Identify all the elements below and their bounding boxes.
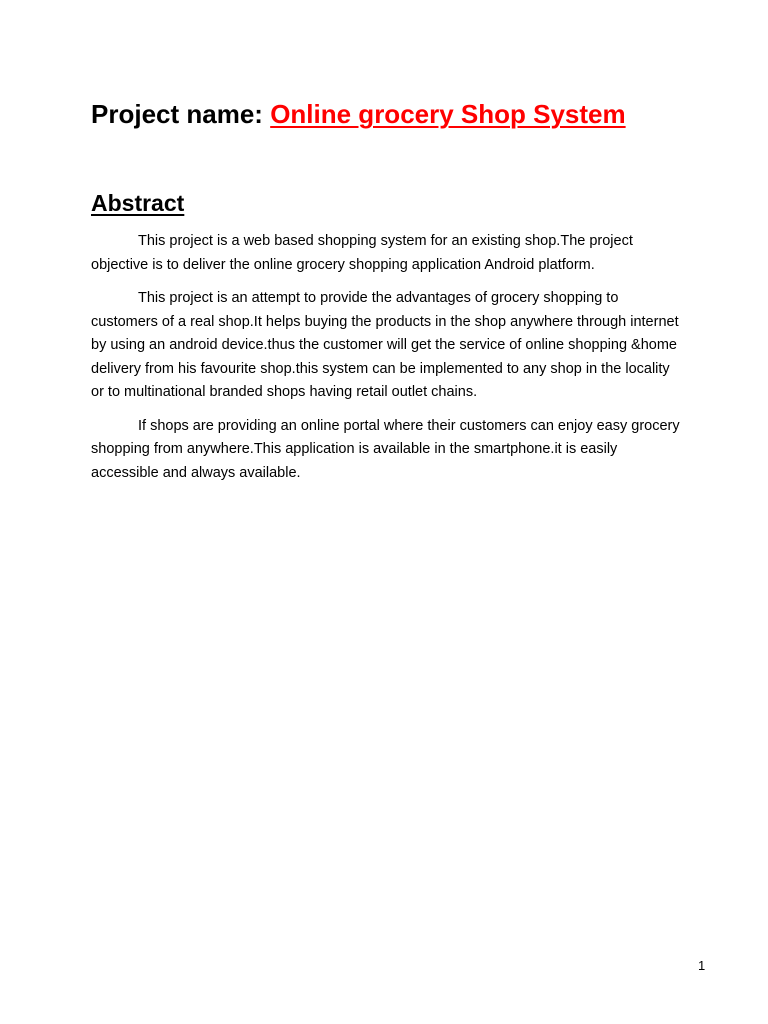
abstract-section	[91, 130, 684, 485]
abstract-paragraph-2: This project is an attempt to provide the advantages of grocery shopping to customers of a real shop.It helps buying the products in the shop anywhere through internet by using an android device.thus the customer will get the service of online shopping &home delivery from his favourite shop.this system can be implemented to any shop in the locality or to multinational branded shops having retail outlet chains.	[91, 290, 679, 400]
page-number: 1	[698, 958, 706, 973]
abstract-paragraph-1: This project is a web based shopping system for an existing shop.The project objective is to deliver the online grocery shopping application Android platform.	[91, 233, 633, 273]
abstract-heading: Abstract	[91, 190, 185, 216]
title-label: Project name:	[91, 99, 263, 129]
page-title	[91, 98, 684, 130]
project-name: Online grocery Shop System	[270, 99, 626, 129]
abstract-paragraph-3: If shops are providing an online portal where their customers can enjoy easy grocery shopping from anywhere.This application is available in the smartphone.it is easily accessible and always available.	[91, 417, 680, 481]
